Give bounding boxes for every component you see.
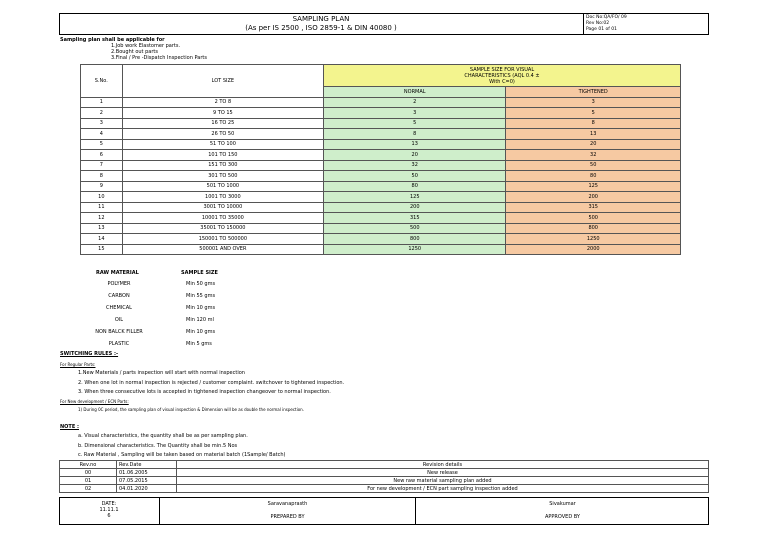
row-normal: 20 xyxy=(324,150,506,161)
row-lot-size: 151 TO 300 xyxy=(122,160,323,171)
raw-material-name: POLYMER xyxy=(107,281,131,287)
new-development-item: 1) During 0C period, the sampling plan of visual inspection & Dimension will be as double the normal inspection. xyxy=(78,407,304,412)
row-tightened: 315 xyxy=(506,202,681,213)
table-row xyxy=(81,129,681,140)
col-normal-header: NORMAL xyxy=(324,87,506,98)
raw-material-sample: Min 120 ml xyxy=(186,317,214,323)
row-normal: 200 xyxy=(324,202,506,213)
switching-heading: SWITCHING RULES :- xyxy=(60,351,119,357)
raw-material-header: RAW MATERIAL xyxy=(96,270,139,276)
row-normal: 125 xyxy=(324,192,506,203)
switching-item: 3. When three consecutive lots is accepted in tightened inspection changeover to normal inspection. xyxy=(78,389,331,395)
table-row xyxy=(81,150,681,161)
table-row xyxy=(81,213,681,224)
col-sno-header: S.No. xyxy=(81,65,123,98)
table-row xyxy=(81,223,681,234)
approved-by-name: Sivakumar xyxy=(549,501,576,507)
revision-number: 00 xyxy=(60,469,117,477)
row-normal: 2 xyxy=(324,97,506,108)
row-sno: 11 xyxy=(81,202,123,213)
table-row xyxy=(81,108,681,119)
note-heading: NOTE : xyxy=(60,424,80,430)
row-sno: 14 xyxy=(81,234,123,245)
row-tightened: 1250 xyxy=(506,234,681,245)
row-sno: 3 xyxy=(81,118,123,129)
table-row xyxy=(81,244,681,255)
row-lot-size: 101 TO 150 xyxy=(122,150,323,161)
approved-by-label: APPROVED BY xyxy=(544,514,580,520)
col-date-header: Rev.Date xyxy=(117,461,177,469)
row-sno: 1 xyxy=(81,97,123,108)
sampling-table xyxy=(80,64,681,255)
row-sno: 2 xyxy=(81,108,123,119)
header-divider xyxy=(583,13,584,35)
row-lot-size: 35001 TO 150000 xyxy=(122,223,323,234)
revision-number: 02 xyxy=(60,485,117,493)
row-normal: 800 xyxy=(324,234,506,245)
row-tightened: 13 xyxy=(506,129,681,140)
row-normal: 50 xyxy=(324,171,506,182)
raw-material-name: OIL xyxy=(114,317,124,323)
row-lot-size: 1001 TO 3000 xyxy=(122,192,323,203)
note-item: b. Dimensional characteristics. The Quantity shall be min.5 Nos xyxy=(78,443,238,449)
raw-material-sample: Min 10 gms xyxy=(186,305,216,311)
row-normal: 80 xyxy=(324,181,506,192)
row-tightened: 125 xyxy=(506,181,681,192)
table-row xyxy=(81,97,681,108)
row-sno: 9 xyxy=(81,181,123,192)
date-label: DATE: xyxy=(101,501,117,507)
applicability-item: 3.Final / Pre -Dispatch Inspection Parts xyxy=(111,55,207,61)
applicability-item: 1.Job work Elastomer parts. xyxy=(111,43,181,49)
raw-material-sample: Min 10 gms xyxy=(186,329,216,335)
row-tightened: 5 xyxy=(506,108,681,119)
revision-date: 04.01.2020 xyxy=(117,485,177,493)
row-tightened: 2000 xyxy=(506,244,681,255)
revision-row xyxy=(60,485,709,493)
row-lot-size: 500001 AND OVER xyxy=(122,244,323,255)
row-normal: 3 xyxy=(324,108,506,119)
rev-number: Rev No:02 xyxy=(586,21,610,26)
row-tightened: 8 xyxy=(506,118,681,129)
table-row xyxy=(81,202,681,213)
row-tightened: 50 xyxy=(506,160,681,171)
table-row xyxy=(81,181,681,192)
row-tightened: 3 xyxy=(506,97,681,108)
table-row xyxy=(81,118,681,129)
page-number: Page 01 of 01 xyxy=(586,27,617,32)
row-normal: 13 xyxy=(324,139,506,150)
row-sno: 10 xyxy=(81,192,123,203)
row-normal: 315 xyxy=(324,213,506,224)
raw-material-name: CHEMICAL xyxy=(106,305,132,311)
note-item: c. Raw Material , Sampling will be taken based on material batch (1Sample/ Batch) xyxy=(78,452,286,458)
revision-details: New raw material sampling plan added xyxy=(177,477,709,485)
row-lot-size: 501 TO 1000 xyxy=(122,181,323,192)
table-row xyxy=(81,160,681,171)
sample-size-header: SAMPLE SIZE xyxy=(181,270,218,276)
page-title: SAMPLING PLAN xyxy=(292,15,350,23)
row-tightened: 32 xyxy=(506,150,681,161)
row-tightened: 500 xyxy=(506,213,681,224)
new-development-heading: For New development / ECN Parts: xyxy=(60,399,129,404)
row-sno: 4 xyxy=(81,129,123,140)
raw-material-name: CARBON xyxy=(108,293,130,299)
applicability-item: 2.Bought out parts xyxy=(111,49,158,55)
raw-material-sample: Min 50 gms xyxy=(186,281,216,287)
row-sno: 13 xyxy=(81,223,123,234)
row-lot-size: 26 TO 50 xyxy=(122,129,323,140)
regular-parts-heading: For Regular Parts: xyxy=(60,362,96,367)
table-row xyxy=(81,139,681,150)
raw-material-name: NON BALCK FILLER xyxy=(95,329,143,335)
date-value: 6 xyxy=(107,513,111,519)
row-tightened: 200 xyxy=(506,192,681,203)
row-sno: 12 xyxy=(81,213,123,224)
row-lot-size: 3001 TO 10000 xyxy=(122,202,323,213)
prepared-by-name: Saravanaprasth xyxy=(267,501,308,507)
row-normal: 32 xyxy=(324,160,506,171)
row-sno: 15 xyxy=(81,244,123,255)
row-sno: 7 xyxy=(81,160,123,171)
col-tightened-header: TIGHTENED xyxy=(506,87,681,98)
row-lot-size: 9 TO 15 xyxy=(122,108,323,119)
row-lot-size: 16 TO 25 xyxy=(122,118,323,129)
row-normal: 1250 xyxy=(324,244,506,255)
applicability-heading: Sampling plan shall be applicable for xyxy=(60,37,165,43)
row-lot-size: 10001 TO 35000 xyxy=(122,213,323,224)
table-row xyxy=(81,234,681,245)
row-lot-size: 150001 TO 500000 xyxy=(122,234,323,245)
revision-table xyxy=(59,460,709,493)
revision-date: 01.06.2005 xyxy=(117,469,177,477)
page-subtitle: (As per IS 2500 , ISO 2859-1 & DIN 40080 ) xyxy=(245,24,397,32)
table-row xyxy=(81,192,681,203)
note-item: a. Visual characteristics, the quantity shall be as per sampling plan. xyxy=(78,433,248,439)
doc-number: Doc No:QA/FO/ 09 xyxy=(586,15,627,20)
col-details-header: Revision details xyxy=(177,461,709,469)
revision-details: For new development / ECN part sampling inspection added xyxy=(177,485,709,493)
row-sno: 8 xyxy=(81,171,123,182)
date-value: 11.11.1 xyxy=(99,507,119,513)
raw-material-sample: Min 55 gms xyxy=(186,293,216,299)
switching-item: 2. When one lot in normal inspection is rejected / customer complaint. switchover to tightened inspection. xyxy=(78,380,345,386)
raw-material-sample: Min 5 gms xyxy=(186,341,212,347)
revision-details: New release xyxy=(177,469,709,477)
row-sno: 6 xyxy=(81,150,123,161)
revision-date: 07.05.2015 xyxy=(117,477,177,485)
revision-row xyxy=(60,477,709,485)
row-tightened: 80 xyxy=(506,171,681,182)
prepared-by-label: PREPARED BY xyxy=(270,514,305,520)
row-tightened: 800 xyxy=(506,223,681,234)
row-normal: 5 xyxy=(324,118,506,129)
row-lot-size: 301 TO 500 xyxy=(122,171,323,182)
raw-material-name: PLASTIC xyxy=(108,341,130,347)
row-lot-size: 51 TO 100 xyxy=(122,139,323,150)
row-normal: 500 xyxy=(324,223,506,234)
col-lot-header: LOT SIZE xyxy=(122,65,323,98)
switching-item: 1.New Materials / parts inspection will start with normal inspection xyxy=(78,370,245,376)
revision-number: 01 xyxy=(60,477,117,485)
revision-row xyxy=(60,469,709,477)
row-lot-size: 2 TO 8 xyxy=(122,97,323,108)
row-sno: 5 xyxy=(81,139,123,150)
col-rev-header: Rev.no xyxy=(60,461,117,469)
col-sample-header: SAMPLE SIZE FOR VISUAL CHARACTERISTICS (AQL 0.4 ± With C=0) xyxy=(324,65,681,87)
row-normal: 8 xyxy=(324,129,506,140)
row-tightened: 20 xyxy=(506,139,681,150)
table-row xyxy=(81,171,681,182)
